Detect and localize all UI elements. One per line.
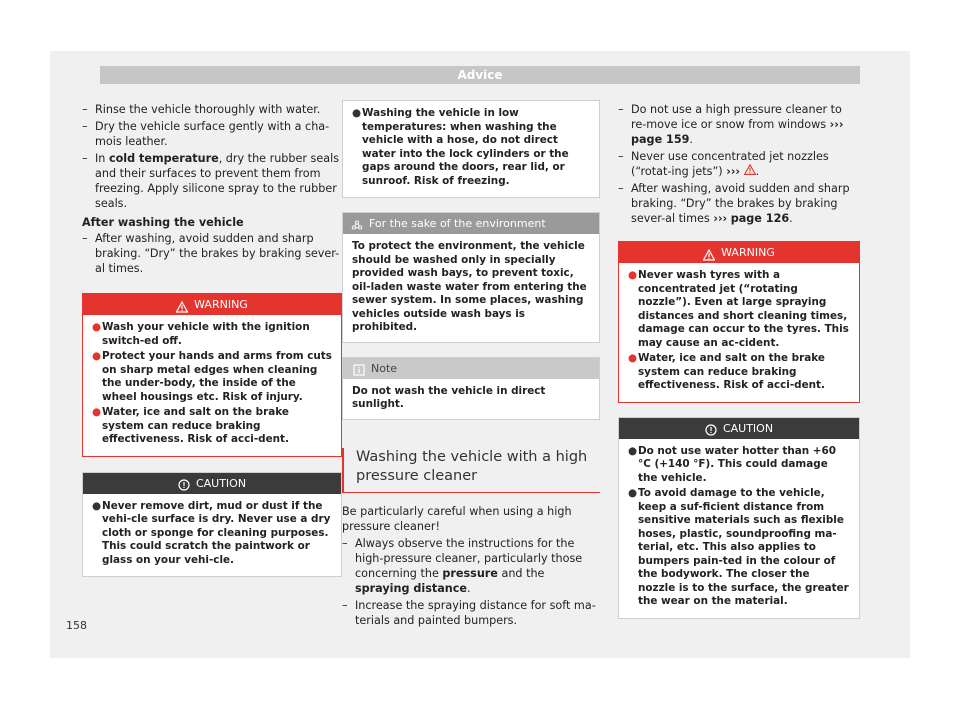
environment-header	[343, 213, 599, 234]
bullet-text: Water, ice and salt on the brake system can reduce braking effectiveness. Risk of acci-dent.	[102, 406, 289, 445]
warning-title: WARNING	[721, 246, 775, 259]
text: Do not use a high pressure cleaner to re-move ice or snow from windows	[631, 103, 842, 131]
list-item-text: Dry the vehicle surface gently with a cha-mois leather.	[95, 120, 330, 148]
section-title	[342, 448, 600, 493]
bold-text: pressure	[442, 566, 498, 580]
section-title-text: Washing the vehicle with a high pressure cleaner	[356, 448, 588, 484]
bullet-text: To avoid damage to the vehicle, keep a suf-ficient distance from sensitive materials such as flexible hoses, plastic, soundproofing ma-terial, etc. This also applies to bumpers pain-ted in the colour of the bodywork. The closer the nozzle is to the surface, the greater the wear on the material.	[638, 487, 849, 607]
bold-text: cold temperature	[108, 152, 219, 165]
bullet-text: Wash your vehicle with the ignition switch-ed off.	[102, 321, 310, 347]
caution-title: CAUTION	[722, 421, 774, 435]
page-reference-link[interactable]: page 126	[730, 212, 790, 225]
list-item	[342, 536, 600, 596]
bullet-item	[628, 269, 850, 350]
dash: –	[342, 536, 348, 550]
caution-box	[82, 472, 342, 578]
intro-text: Be particularly careful when using a high pressure cleaner!	[342, 504, 572, 533]
list-item-text: Rinse the vehicle thoroughly with water.	[95, 103, 321, 116]
list-item-text: After washing, avoid sudden and sharp braking. “Dry” the brakes by braking sever-al times.	[95, 232, 340, 275]
subheading: After washing the vehicle	[82, 216, 244, 229]
text: , dry the rubber seals and their surfaces to prevent them from freezing. Apply silicone spray to the rubber seals.	[95, 152, 340, 210]
list-item	[618, 149, 860, 179]
warning-header	[619, 242, 859, 263]
bullet-item	[628, 445, 850, 486]
caution-body	[619, 439, 859, 618]
cold-temperature-box	[342, 100, 600, 198]
page-reference-link[interactable]: page 159	[631, 133, 690, 146]
environment-body: To protect the environment, the vehicle should be washed only in specially provided wash bays, to prevent toxic, oil-laden waste water from entering the sewer system. In some places, washing vehicles outside wash bays is prohibited.	[352, 240, 587, 333]
bullet-text: Washing the vehicle in low temperatures: when washing the vehicle with a hose, do not direct water into the lock cylinders or the gaps around the doors, rear lid, or sunroof. Risk of freezing.	[362, 107, 569, 187]
dash: –	[618, 182, 624, 195]
environment-box	[342, 212, 600, 343]
list-item-text: Increase the spraying distance for soft ma-terials and painted bumpers.	[355, 598, 596, 627]
column-3	[618, 102, 860, 619]
text: .	[755, 165, 760, 178]
warning-body	[83, 315, 341, 456]
text: Always observe the instructions for the high-pressure cleaner, particularly those concerning the	[355, 536, 583, 580]
list-item	[618, 181, 860, 226]
caution-body	[83, 494, 341, 577]
dash: –	[82, 103, 88, 116]
bullet-icon: ●	[628, 269, 638, 281]
bullet-item	[92, 350, 332, 404]
bullet-icon: ●	[92, 321, 102, 333]
bullet-item	[92, 321, 332, 348]
dash: –	[342, 598, 348, 612]
caution-title: CAUTION	[195, 476, 247, 490]
note-title: Note	[371, 361, 398, 375]
bullet-icon: ●	[628, 487, 638, 499]
column-2	[342, 102, 600, 630]
environment-title: For the sake of the environment	[369, 217, 546, 230]
caution-box	[618, 417, 860, 619]
reference-arrows: ›››	[713, 212, 728, 225]
dash: –	[82, 152, 88, 165]
warning-title: WARNING	[194, 298, 248, 311]
dash: –	[82, 120, 88, 133]
text: .	[689, 133, 693, 146]
text: After washing, avoid sudden and sharp braking. “Dry” the brakes by braking sever-al times	[631, 182, 850, 225]
bullet-text: Never remove dirt, mud or dust if the vehi-cle surface is dry. Never use a dry cloth or sponge for cleaning purposes. This could scratch the paintwork or glass on your vehi-cle.	[102, 499, 331, 566]
list-item	[82, 102, 342, 117]
caution-header	[619, 418, 859, 439]
bullet-item	[92, 406, 332, 447]
warning-box	[618, 241, 860, 403]
reference-arrows: ›››	[829, 118, 844, 131]
warning-triangle-icon	[703, 247, 715, 259]
dash: –	[618, 103, 624, 116]
bullet-icon: ●	[628, 352, 638, 364]
reference-arrows: ›››	[726, 165, 741, 178]
column-1	[82, 102, 342, 577]
cold-temperature-body	[343, 101, 599, 197]
caution-header	[83, 473, 341, 494]
text: Never use concentrated jet nozzles (“rotat-ing jets”)	[631, 150, 829, 178]
bullet-item	[628, 352, 850, 393]
warning-header	[83, 294, 341, 315]
warning-body	[619, 263, 859, 402]
bullet-icon: ●	[92, 406, 102, 418]
list-item	[618, 102, 860, 147]
warning-box	[82, 293, 342, 457]
text: .	[466, 581, 471, 595]
note-icon	[353, 362, 365, 374]
list-item	[82, 231, 342, 276]
text: In	[95, 152, 109, 165]
list-item	[82, 119, 342, 149]
dash: –	[82, 232, 88, 245]
bullet-icon: ●	[92, 350, 102, 362]
bullet-item	[92, 500, 332, 568]
bullet-icon: ●	[92, 499, 102, 512]
warning-triangle-icon[interactable]	[744, 164, 756, 176]
note-box	[342, 357, 600, 420]
note-header	[343, 358, 599, 379]
text: and the	[497, 566, 545, 580]
bullet-icon: ●	[352, 107, 362, 119]
environment-icon	[351, 218, 363, 230]
caution-circle-icon	[705, 422, 717, 434]
bold-text: spraying distance	[355, 581, 467, 595]
note-body: Do not wash the vehicle in direct sunlight.	[352, 384, 546, 410]
text: .	[789, 212, 793, 225]
page-number: 158	[66, 619, 87, 632]
bullet-icon: ●	[628, 444, 638, 457]
bullet-item	[352, 107, 590, 188]
warning-triangle-icon	[176, 299, 188, 311]
bullet-text: Water, ice and salt on the brake system can reduce braking effectiveness. Risk of acci-dent.	[638, 352, 825, 391]
bullet-text: Protect your hands and arms from cuts on sharp metal edges when cleaning the under-body, the inside of the wheel housings etc. Risk of injury.	[102, 350, 332, 403]
bullet-text: Never wash tyres with a concentrated jet (“rotating nozzle”). Even at large spraying distances and short cleaning times, damage can occur to the tyres. This may cause an ac-cident.	[638, 269, 849, 349]
bullet-item	[628, 487, 850, 609]
list-item	[342, 598, 600, 628]
title-accent-bar	[342, 448, 344, 492]
bullet-text: Do not use water hotter than +60 °C (+140 °F). This could damage the vehicle.	[638, 444, 836, 484]
list-item	[82, 151, 342, 211]
caution-circle-icon	[178, 477, 190, 489]
dash: –	[618, 150, 624, 163]
page-header: Advice	[100, 66, 860, 84]
